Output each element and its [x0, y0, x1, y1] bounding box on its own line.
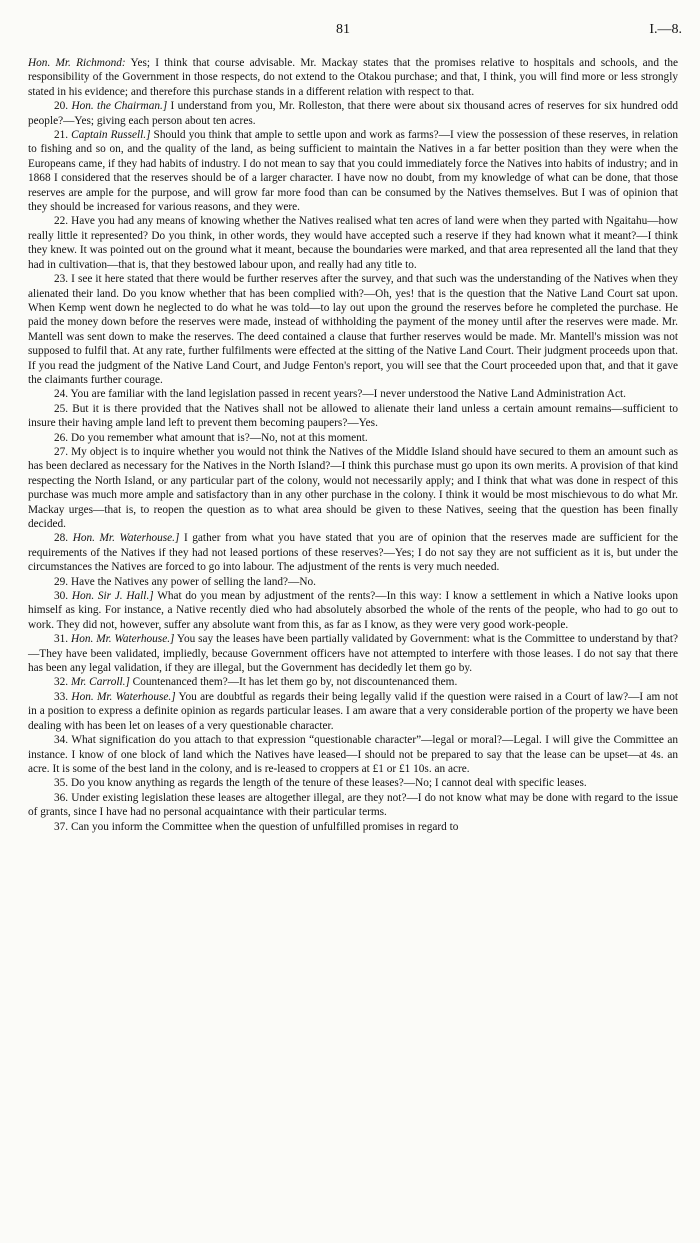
paragraph-text: You say the leases have been partially validated by Government: what is the Committee to understand by that?—They have been validated, impliedly, because Government officers have not attempted to interfere with those leases. I do not say that there has been any legal validation, if they are illegal, but the Government has decidedly let them go by.	[28, 633, 679, 675]
speaker-name: Hon. the Chairman.]	[71, 100, 168, 113]
speaker-name: Hon. Mr. Waterhouse.]	[71, 633, 175, 646]
paragraph-text: Yes; I think that course advisable. Mr. Mackay states that the promises relative to hospitals and schools, and the responsibility of the Government in those respects, do not extend to the Otakou purchase; and that, I think, you will find more or less strongly stated in his evidence; and therefore this purchase stands in a different relation with respect to that.	[28, 57, 679, 98]
question-number: 33.	[54, 690, 72, 703]
speaker-name: Hon. Mr. Richmond:	[28, 57, 126, 69]
question-number: 34.	[54, 734, 72, 747]
question-number: 28.	[54, 532, 73, 545]
evidence-paragraph	[28, 575, 678, 589]
paragraph-text: You are familiar with the land legislation passed in recent years?—I never understood the Native Land Administration Act.	[70, 388, 626, 401]
question-number: 31.	[54, 633, 72, 646]
paragraph-text: You are doubtful as regards their being legally valid if the question were raised in a Court of law?—I am not in a position to express a definite opinion as regards particular leases. I am aware that a very considerable portion of the property we have been dealing with has been let on leases of a very questionable character.	[28, 690, 678, 732]
evidence-paragraph	[28, 99, 678, 128]
question-number: 30.	[54, 590, 72, 603]
paragraph-text: Have you had any means of knowing whether the Natives realised what ten acres of land were when they parted with Ngaitahu—how really little it represented? Do you think, in other words, they would have accepted such a reserve if they had known what it meant?—I think they knew. It was pointed out on the ground what it meant, because the boundaries were marked, and that area represented all the land that they had in cultivation—that is, that they bestowed labour upon, and really had any title to.	[28, 215, 678, 271]
evidence-paragraph	[28, 387, 678, 401]
evidence-paragraph	[28, 589, 678, 632]
question-number: 20.	[54, 100, 72, 113]
paper-reference: I.—8.	[649, 22, 682, 37]
paragraph-text: Do you remember what amount that is?—No, not at this moment.	[70, 431, 368, 444]
paragraph-text: Countenanced them?—It has let them go by, not discountenanced them.	[129, 676, 458, 689]
page-number: 81	[336, 22, 350, 37]
evidence-paragraph	[28, 56, 678, 99]
minutes-of-evidence-body	[28, 56, 678, 834]
paragraph-text: Do you know anything as regards the length of the tenure of these leases?—No; I cannot deal with specific leases.	[70, 777, 587, 790]
paragraph-text: What do you mean by adjustment of the rents?—In this way: I know a settlement in which a Native looks upon himself as king. For instance, a Native recently died who had absolutely absorbed the whole of the rents of the people, who had to go out to work. They did not, however, suffer any absolute want from this, as far as I know, as they were very good work-people.	[28, 590, 678, 631]
evidence-paragraph	[28, 445, 678, 531]
paragraph-text: What signification do you attach to that expression “questionable character”—legal or moral?—Legal. I will give the Committee an instance. I know of one block of land which the Natives have leased—I should not be prepared to say that the lease can be upset—at 4s. an acre. It is some of the best land in the colony, and is re-leased to croppers at £1 or £1 10s. an acre.	[28, 734, 678, 775]
speaker-name: Captain Russell.]	[71, 129, 151, 142]
evidence-paragraph	[28, 791, 678, 820]
paragraph-text: But it is there provided that the Natives shall not be allowed to alienate their land unless a certain amount remains—sufficient to insure their having ample land left to prevent them becoming paupers?—Yes.	[28, 402, 678, 430]
evidence-paragraph	[28, 820, 678, 834]
evidence-paragraph	[28, 690, 678, 733]
question-number: 27.	[54, 445, 72, 458]
paragraph-text: I gather from what you have stated that you are of opinion that the reserves made are sufficient for the requirements of the Natives if they had not leased portions of these reserves?—Yes; I do not say they are not sufficient as it is, but under the circumstances the Natives are forced to go into labour. The adjustment of the rents is very much needed.	[28, 532, 679, 574]
evidence-paragraph	[28, 431, 678, 445]
paragraph-text: Have the Natives any power of selling the land?—No.	[70, 575, 316, 588]
speaker-name: Hon. Sir J. Hall.]	[71, 590, 154, 603]
paragraph-text: I understand from you, Mr. Rolleston, that there were about six thousand acres of reserves for six hundred odd people?—Yes; giving each person about ten acres.	[28, 100, 678, 127]
question-number: 32.	[54, 676, 71, 689]
question-number: 26.	[54, 431, 71, 444]
question-number: 22.	[54, 215, 72, 228]
evidence-paragraph	[28, 531, 678, 574]
evidence-paragraph	[28, 214, 678, 272]
question-number: 21.	[54, 129, 72, 142]
speaker-name: Hon. Mr. Waterhouse.]	[71, 690, 176, 703]
speaker-name: Mr. Carroll.]	[70, 676, 130, 689]
question-number: 36.	[54, 791, 72, 804]
question-number: 35.	[54, 777, 71, 790]
evidence-paragraph	[28, 675, 678, 689]
evidence-paragraph	[28, 402, 678, 431]
question-number: 23.	[54, 273, 72, 286]
question-number: 24.	[54, 388, 71, 401]
evidence-paragraph	[28, 632, 678, 675]
question-number: 37.	[54, 820, 71, 833]
paragraph-text: My object is to inquire whether you would not think the Natives of the Middle Island should have secured to them an amount such as has been declared as necessary for the Natives in the North Island?—I think this purchase must go upon its own merits. A provision of that kind respecting the North Island, or any particular part of the colony, would not necessarily apply; and I think that what was done in respect of this purchase was much more ample and satisfactory than in any other purchase in the colony. I think it would be most mischievous to do what Mr. Mackay urges—that is, to reopen the question as to what area should be given to these Natives, seeing that the question has been finally decided.	[28, 445, 678, 530]
page-header	[0, 22, 700, 40]
evidence-paragraph	[28, 272, 678, 387]
speaker-name: Hon. Mr. Waterhouse.]	[72, 532, 180, 545]
evidence-paragraph	[28, 776, 678, 790]
evidence-paragraph	[28, 128, 678, 214]
paragraph-text: Should you think that ample to settle upon and work as farms?—I view the possession of these reserves, in relation to fishing and so on, and the quality of the land, as being sufficient to maintain the Natives in a far better position than they were when the Europeans came, if they had habits of industry. I do not mean to say that you could immediately force the Natives into habits of industry; and in 1868 I considered that the reserves should be of a larger character. I have now no doubt, from my knowledge of what can be done, that those reserves are ample for the purpose, and will grow far more food than can be consumed by the Natives themselves. But I was of opinion that they should be increased for various reasons, and they were.	[28, 129, 678, 214]
evidence-paragraph	[28, 733, 678, 776]
question-number: 29.	[54, 575, 71, 588]
question-number: 25.	[54, 402, 73, 415]
paragraph-text: Can you inform the Committee when the question of unfulfilled promises in regard to	[70, 820, 459, 833]
paragraph-text: I see it here stated that there would be further reserves after the survey, and that such was the understanding of the Natives when they alienated their land. Do you know whether that has been complied with?—Oh, yes! that is the question that the Native Land Court sat upon. When Kemp went down he neglected to do what he was told—to lay out upon the ground the reserves before he completed the purchase. He paid the money down before the reserves were made, instead of withholding the payment of the money until after the reserves were made. Mr. Mantell was sent down to make the reserves. The deed contained a clause that further reserves would be made. Mr. Mantell's mission was not supposed to fulfil that. At any rate, further fulfilments were effected at the sitting of the Native Land Court. Their judgment proceeds upon that. If you read the judgment of the Native Land Court, and Judge Fenton's report, you will see that the Court proceeded upon that, and that it gave the claimants further courage.	[28, 273, 678, 386]
paragraph-text: Under existing legislation these leases are altogether illegal, are they not?—I do not know what may be done with regard to the issue of grants, since I have had no personal acquaintance with their particular terms.	[28, 791, 678, 819]
